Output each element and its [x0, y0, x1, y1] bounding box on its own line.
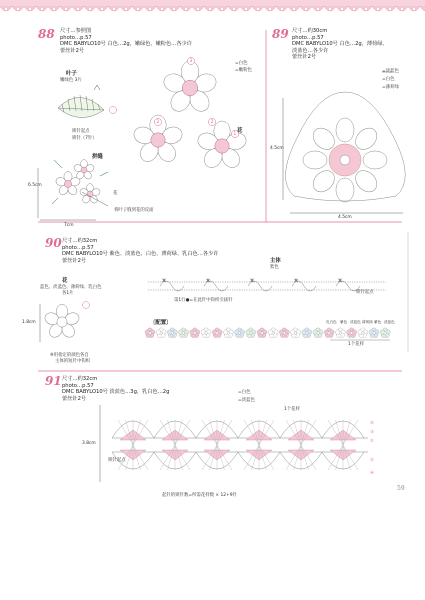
- legend-91-blue: =淡蓝色: [238, 398, 255, 403]
- p90-layout-color-4: 薄荷绿: [362, 320, 373, 324]
- strip-flower: [291, 328, 301, 338]
- triangle-motif: [283, 72, 405, 213]
- p91-photo: photo…p.57: [62, 382, 94, 389]
- p90-layout-color-1: 乳白色: [326, 320, 337, 324]
- p90-layout-title: 〔配置〕: [150, 320, 172, 326]
- p90-flower-count: 各1片: [62, 291, 74, 296]
- marker-label-2a: 2: [156, 119, 160, 125]
- row-label-1: ①: [370, 439, 374, 444]
- p90-flower-colors: 蓝色、淡蓝色、薄荷绿、乳白色: [40, 285, 102, 290]
- legend-white: =白色: [235, 61, 248, 66]
- strip-flower: [156, 328, 166, 338]
- svg-text:×: ×: [294, 278, 299, 284]
- border-repeat: [280, 420, 322, 470]
- p88-yarn: DMC BABYLO10号 白色…2g，嫩绿色、嫩粉色…各少许: [60, 41, 192, 48]
- strip-flower: [313, 328, 323, 338]
- p91-hook: 蕾丝针2号: [62, 395, 87, 402]
- flower-motif: [43, 304, 80, 339]
- p90-layout-color-5: 紫色: [374, 320, 382, 324]
- p90-start-label: 锁针起点: [356, 290, 374, 295]
- dim-88-width: 7cm: [64, 223, 74, 228]
- strip-flower: [335, 328, 345, 338]
- p91-repeat-label: 1个花样: [284, 407, 300, 412]
- flower-title: 花: [237, 128, 243, 134]
- p90-flower-title: 花: [62, 278, 68, 284]
- strip-flower: [223, 328, 233, 338]
- row-label-2: ②: [370, 458, 374, 463]
- row-label-5: ⑤: [370, 421, 374, 426]
- p91-border-diagram: [100, 405, 368, 482]
- strip-flower: [190, 328, 200, 338]
- flower-motif: [73, 160, 95, 181]
- assembly-diagram: [38, 160, 108, 220]
- assembly-flower-label: 花: [113, 191, 118, 196]
- strip-flower: [145, 328, 155, 338]
- p91-start-label: 锁针起点: [108, 458, 126, 463]
- p90-flower: [40, 302, 89, 342]
- row-label-4: ④: [370, 471, 374, 476]
- leaf-start-label: 锁针起点: [72, 129, 90, 134]
- dim-88-height: 6.5cm: [28, 183, 42, 188]
- pattern-number-88: 88: [38, 27, 55, 41]
- p89-hook: 蕾丝针2号: [292, 54, 317, 61]
- assembly-note: 将叶子缝到花的反面: [114, 208, 154, 213]
- strip-flower: [246, 328, 256, 338]
- svg-text:×: ×: [250, 278, 255, 284]
- p90-round-note: 第1行●=在此针中钩织引拔针: [174, 298, 233, 303]
- svg-text:×: ×: [206, 278, 211, 284]
- strip-flower: [201, 328, 211, 338]
- dim-89-width: 4.5cm: [338, 215, 352, 220]
- border-repeat: [154, 420, 196, 470]
- lace-scallops: [0, 6, 425, 11]
- p88-hook: 蕾丝针2号: [60, 47, 85, 54]
- legend-89-blue: =淡蓝色: [382, 69, 399, 74]
- p91-size: 尺寸…约32cm: [62, 376, 98, 382]
- strip-flower: [212, 328, 222, 338]
- leaf-title: 叶子: [66, 71, 77, 77]
- p89-yarn-2: 淡蓝色…各少许: [292, 47, 329, 54]
- p88-size: 尺寸…参照图: [60, 28, 92, 34]
- strip-flower: [279, 328, 289, 338]
- marker-label-2b: 2: [210, 119, 214, 125]
- legend-89-white: =白色: [382, 77, 395, 82]
- strip-flower: [268, 328, 278, 338]
- page-number: 59: [397, 485, 405, 492]
- p90-layout-color-3: 淡蓝色: [350, 320, 361, 324]
- p89-info: [292, 28, 388, 61]
- leaf-diagram: [58, 85, 117, 118]
- dim-90-height: 1.8cm: [22, 320, 36, 325]
- svg-text:×: ×: [338, 278, 343, 284]
- p90-body-color: 紫色: [270, 265, 279, 270]
- border-repeat: [322, 420, 364, 470]
- legend-89-mint: =薄荷绿: [382, 85, 399, 90]
- strip-flower: [358, 328, 368, 338]
- pattern-number-90: 90: [45, 236, 62, 250]
- lace-border: [0, 0, 425, 6]
- marker-label-1: 1: [233, 131, 237, 137]
- strip-flower: [302, 328, 312, 338]
- legend-pink: =嫩粉色: [235, 68, 252, 73]
- leaf-chain-label: 锁针（7针）: [72, 136, 97, 141]
- p88-info: [60, 28, 192, 54]
- assembly-title: 拼缝: [92, 154, 103, 160]
- strip-flower: [179, 328, 189, 338]
- p90-yarn: DMC BABYLO10号 紫色、淡蓝色、白色、薄荷绿、乳白色…各少许: [62, 251, 219, 258]
- p90-body-title: 主体: [270, 258, 281, 264]
- p90-note-1: ※用指定的颜色各自: [50, 353, 89, 358]
- p90-photo: photo…p.57: [62, 244, 94, 251]
- p90-repeat-label: 1个花样: [348, 342, 364, 347]
- svg-text:×: ×: [162, 278, 167, 284]
- strip-flower: [167, 328, 177, 338]
- strip-flower: [347, 328, 357, 338]
- p91-info: [62, 376, 169, 402]
- leaf-subtitle: 嫩绿色 3片: [60, 78, 82, 83]
- p90-info: [62, 238, 218, 264]
- p89-photo: photo…p.57: [292, 34, 324, 41]
- p89-size: 尺寸…约30cm: [292, 28, 328, 34]
- p90-layout-strip: [145, 328, 390, 340]
- p91-bottom-note: 起针的锁针数=所需花样数 × 12+9针: [162, 493, 237, 498]
- row-label-3: ③: [370, 430, 374, 435]
- p89-yarn: DMC BABYLO10号 白色…2g，薄荷绿、: [292, 41, 388, 48]
- flower-cluster: [132, 58, 249, 171]
- border-repeat: [196, 420, 238, 470]
- pattern-number-89: 89: [272, 27, 289, 41]
- p90-body-chain: [148, 278, 386, 291]
- p90-note-2: 主体的短针中钩织: [55, 359, 91, 364]
- strip-flower: [369, 328, 379, 338]
- p90-size: 尺寸…约32cm: [62, 238, 98, 244]
- p90-hook: 蕾丝针2号: [62, 257, 87, 264]
- dim-91-height: 3.8cm: [82, 441, 96, 446]
- pattern-number-91: 91: [45, 374, 62, 388]
- border-repeat: [238, 420, 280, 470]
- flower-motif: [79, 184, 101, 205]
- p90-layout-color-2: 紫色: [340, 320, 348, 324]
- strip-flower: [257, 328, 267, 338]
- strip-flower: [235, 328, 245, 338]
- dim-89-height: 4.5cm: [270, 146, 284, 151]
- p91-yarn: DMC BABYLO10号 淡蓝色…3g，乳白色…2g: [62, 389, 170, 396]
- strip-flower: [324, 328, 334, 338]
- strip-flower: [380, 328, 390, 338]
- legend-91-white: =白色: [238, 390, 251, 395]
- p88-photo: photo…p.57: [60, 34, 92, 41]
- flower-motif: [162, 58, 219, 115]
- marker-label-3: 3: [189, 58, 193, 64]
- p90-layout-color-6: 淡蓝色: [384, 320, 395, 324]
